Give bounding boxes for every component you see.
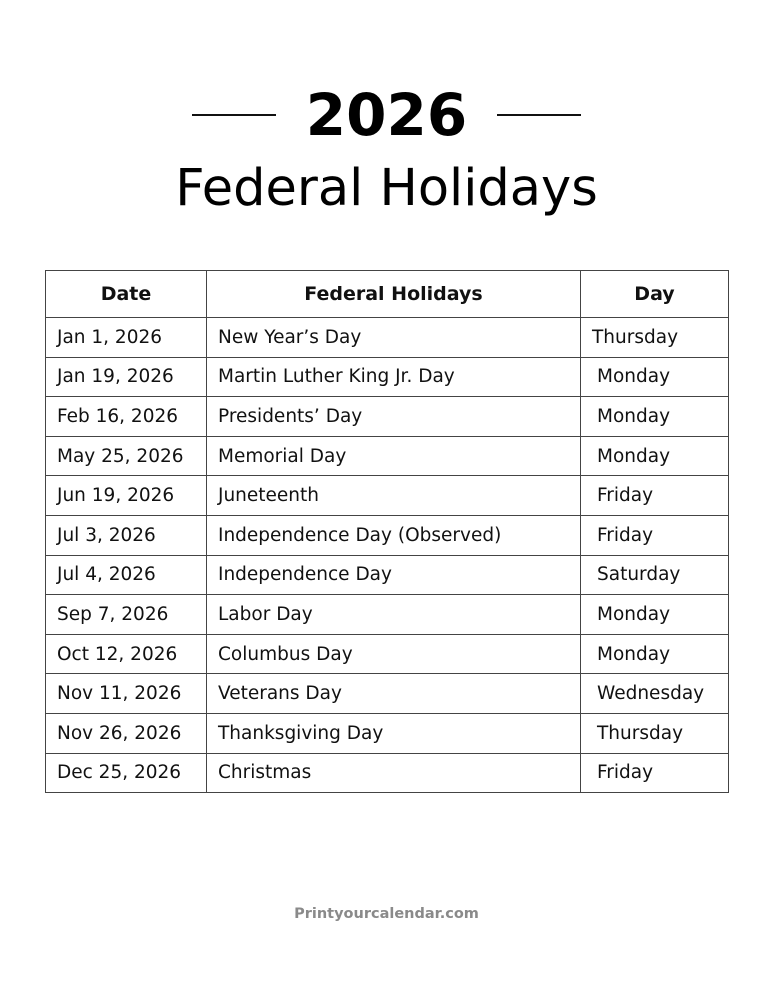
holiday-cell: Martin Luther King Jr. Day bbox=[207, 357, 581, 397]
holiday-cell: Columbus Day bbox=[207, 634, 581, 674]
date-cell: May 25, 2026 bbox=[46, 436, 207, 476]
date-cell: Nov 26, 2026 bbox=[46, 713, 207, 753]
date-cell: Jul 3, 2026 bbox=[46, 515, 207, 555]
table-row bbox=[46, 753, 729, 793]
holiday-cell: New Year’s Day bbox=[207, 318, 581, 358]
day-cell: Thursday bbox=[581, 318, 729, 358]
date-cell: Dec 25, 2026 bbox=[46, 753, 207, 793]
day-cell: Monday bbox=[581, 397, 729, 437]
column-header-date: Date bbox=[46, 271, 207, 318]
column-header-day: Day bbox=[581, 271, 729, 318]
column-header-holiday: Federal Holidays bbox=[207, 271, 581, 318]
holiday-cell: Memorial Day bbox=[207, 436, 581, 476]
date-cell: Feb 16, 2026 bbox=[46, 397, 207, 437]
day-cell: Monday bbox=[581, 436, 729, 476]
day-cell: Monday bbox=[581, 595, 729, 635]
day-cell: Saturday bbox=[581, 555, 729, 595]
table-row bbox=[46, 713, 729, 753]
decorative-rule-right bbox=[497, 114, 581, 116]
day-cell: Thursday bbox=[581, 713, 729, 753]
date-cell: Jul 4, 2026 bbox=[46, 555, 207, 595]
table-row bbox=[46, 515, 729, 555]
date-cell: Sep 7, 2026 bbox=[46, 595, 207, 635]
day-cell: Friday bbox=[581, 476, 729, 516]
year-heading: 2026 bbox=[305, 81, 468, 149]
holiday-cell: Presidents’ Day bbox=[207, 397, 581, 437]
day-cell: Monday bbox=[581, 634, 729, 674]
date-cell: Oct 12, 2026 bbox=[46, 634, 207, 674]
table-row bbox=[46, 436, 729, 476]
website-watermark: Printyourcalendar.com bbox=[294, 906, 479, 922]
holiday-cell: Independence Day bbox=[207, 555, 581, 595]
table-row bbox=[46, 555, 729, 595]
table-row bbox=[46, 397, 729, 437]
table-row bbox=[46, 476, 729, 516]
table-row bbox=[46, 595, 729, 635]
page-title: Federal Holidays bbox=[175, 159, 598, 218]
date-cell: Jan 19, 2026 bbox=[46, 357, 207, 397]
day-cell: Friday bbox=[581, 515, 729, 555]
date-cell: Jan 1, 2026 bbox=[46, 318, 207, 358]
date-cell: Nov 11, 2026 bbox=[46, 674, 207, 714]
date-cell: Jun 19, 2026 bbox=[46, 476, 207, 516]
holiday-cell: Juneteenth bbox=[207, 476, 581, 516]
day-cell: Wednesday bbox=[581, 674, 729, 714]
table-row bbox=[46, 357, 729, 397]
holidays-table bbox=[45, 270, 729, 793]
holiday-cell: Labor Day bbox=[207, 595, 581, 635]
decorative-rule-left bbox=[192, 114, 276, 116]
table-row bbox=[46, 674, 729, 714]
day-cell: Friday bbox=[581, 753, 729, 793]
holiday-cell: Christmas bbox=[207, 753, 581, 793]
table-header-row bbox=[46, 271, 729, 318]
table-row bbox=[46, 634, 729, 674]
year-row bbox=[0, 80, 773, 150]
holiday-cell: Independence Day (Observed) bbox=[207, 515, 581, 555]
table-row bbox=[46, 318, 729, 358]
holiday-cell: Thanksgiving Day bbox=[207, 713, 581, 753]
day-cell: Monday bbox=[581, 357, 729, 397]
holiday-cell: Veterans Day bbox=[207, 674, 581, 714]
